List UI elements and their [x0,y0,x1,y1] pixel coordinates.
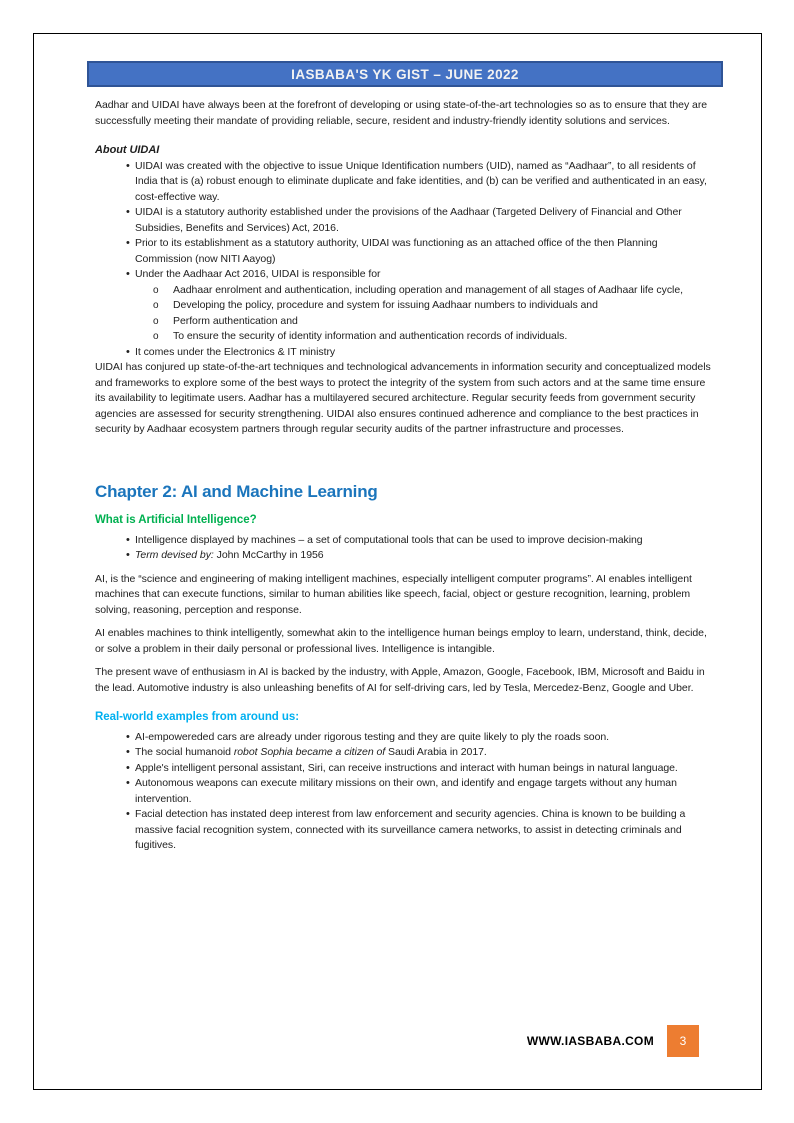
bullet-item: • It comes under the Electronics & IT ministry [95,345,717,361]
footer-site-text: WWW.IASBABA.COM [526,1034,654,1048]
sub-bullet-item: o Aadhaar enrolment and authentication, including operation and management of all stages of Aadhaar life cycle, [95,283,717,299]
ai-paragraph: AI enables machines to think intelligently, somewhat akin to the intelligence human beings employ to learn, understand, think, decide, or solve a problem in their daily personal or professional lives. Intelligence is intangible. [95,627,707,655]
page-footer [527,1025,699,1057]
intro-paragraph: Aadhar and UIDAI have always been at the forefront of developing or using state-of-the-art technologies so as to ensure that they are successfully meeting their mandate of providing reliable, secure, resident and industry-friendly identity solutions and services. [95,99,708,127]
bullet-item: • Intelligence displayed by machines – a set of computational tools that can be used to improve decision-making [95,533,717,549]
ai-paragraph: AI, is the “science and engineering of making intelligent machines, especially intelligent computer programs”. AI enables intelligent machines that can execute functions, similar to human abilities like speech, facial, object or gesture recognition, learning, problem solving, reasoning, perception and response. [95,572,692,616]
bullet-item: • UIDAI is a statutory authority established under the provisions of the Aadhaar (Targeted Delivery of Financial and Other Subsidies, Benefits and Services) Act, 2016. [95,205,717,236]
bullet-item: • Prior to its establishment as a statutory authority, UIDAI was functioning as an attached office of the then Planning Commission (now NITI Aayog) [95,236,717,267]
bullet-text-run: The social humanoid [135,746,234,758]
bullet-item: • Apple's intelligent personal assistant, Siri, can receive instructions and interact with human beings in natural language. [95,761,717,777]
what-is-ai-heading: What is Artificial Intelligence? [95,514,257,526]
what-is-ai-bullet-list [95,533,717,564]
sub-bullet-item: o Perform authentication and [95,314,717,330]
bullet-text-run: John McCarthy in 1956 [213,549,324,561]
header-banner [87,61,723,87]
examples-bullet-list [95,730,717,854]
page-border [33,33,762,1090]
ai-paragraph: The present wave of enthusiasm in AI is backed by the industry, with Apple, Amazon, Google, Facebook, IBM, Microsoft and Baidu in the lead. Automotive industry is also unleashing benefits of AI for self-driving cars, led by Tesla, Mercedez-Benz, Google and Uber. [95,666,705,694]
page-number-badge: 3 [667,1025,699,1057]
bullet-item: • Under the Aadhaar Act 2016, UIDAI is responsible for [95,267,717,283]
about-uidai-heading: About UIDAI [95,144,160,156]
sub-bullet-item: o To ensure the security of identity information and authentication records of individuals. [95,329,717,345]
bullet-item: • Autonomous weapons can execute military missions on their own, and identify and engage targets without any human intervention. [95,776,717,807]
bullet-text-run: Saudi Arabia in 2017. [385,746,487,758]
bullet-item [95,745,717,761]
bullet-item: • AI-empowereded cars are already under rigorous testing and they are quite likely to ply the roads soon. [95,730,717,746]
bullet-item: • Facial detection has instated deep interest from law enforcement and security agencies. China is known to be building a massive facial recognition system, connected with its surveillance camera networks, to assist in detecting criminals and fugitives. [95,807,717,854]
chapter-title: Chapter 2: AI and Machine Learning [95,481,378,501]
about-bullet-list [95,159,717,361]
bullet-italic-run: Term devised by: [135,549,214,561]
bullet-item: • UIDAI was created with the objective to issue Unique Identification numbers (UID), named as “Aadhaar”, to all residents of India that is (a) robust enough to eliminate duplicate and fake identities, and (b) can be verified and authenticated in an easy, cost-effective way. [95,159,717,206]
bullet-item [95,548,717,564]
about-uidai-paragraph: UIDAI has conjured up state-of-the-art techniques and technological advancements in information security and conceptualized models and frameworks to explore some of the best ways to protect the integrity of the system from such actors and at the same time ensure its availability to legitimate users. Aadhar has a multilayered secured architecture. Regular security feeds from government security agencies are assessed for security strengthening. UIDAI also ensures continued adherence and compliance to the best practices in security by Aadhaar ecosystem partners through regular security audits of the partner infrastructure and processes. [95,361,711,435]
bullet-italic-run: robot Sophia became a citizen of [233,746,386,758]
page-content [34,98,761,854]
header-title: IASBABA'S YK GIST – JUNE 2022 [291,66,519,82]
sub-bullet-item: o Developing the policy, procedure and system for issuing Aadhaar numbers to individuals and [95,298,717,314]
examples-heading: Real-world examples from around us: [95,711,300,723]
